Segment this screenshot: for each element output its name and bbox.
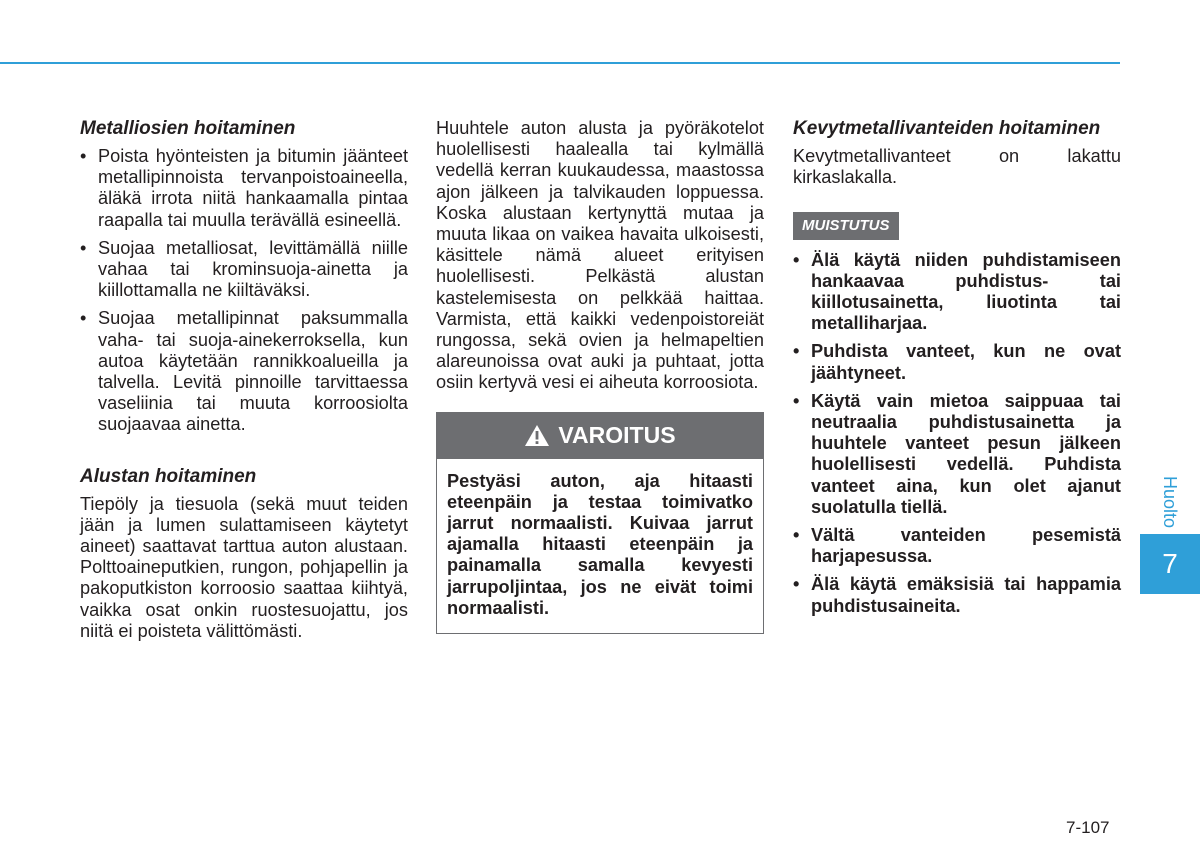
bullet-list <box>80 146 408 436</box>
page-number: 7-107 <box>1066 818 1110 837</box>
list-item-text: Suojaa metallipinnat paksummalla vaha- tai suoja-ainekerroksella, kun autoa käytetään rannikkoalueilla ja talvella. Levitä pinnoille tarvittaessa vaseliinia tai muuta korroosiolta suojaavaa ainetta. <box>98 308 408 435</box>
list-item <box>793 250 1121 335</box>
section-heading: Alustan hoitaminen <box>80 465 257 487</box>
list-item <box>80 308 408 435</box>
bullet-icon: • <box>793 574 800 595</box>
list-item <box>80 146 408 231</box>
body-paragraph: Kevytmetallivanteet on lakattu kirkaslakalla. <box>793 146 1121 188</box>
notice-bullet-list <box>793 250 1121 617</box>
column-3 <box>793 118 1121 624</box>
list-item-text: Puhdista vanteet, kun ne ovat jäähtyneet. <box>811 341 1121 383</box>
warning-box <box>436 412 764 634</box>
warning-triangle-icon <box>524 424 550 447</box>
bullet-icon: • <box>793 249 800 270</box>
chapter-tab: 7 <box>1140 534 1200 594</box>
top-rule <box>0 62 1120 64</box>
warning-header <box>437 413 763 459</box>
list-item <box>80 238 408 302</box>
bullet-icon: • <box>80 237 87 258</box>
bullet-icon: • <box>80 146 87 166</box>
column-2 <box>436 118 764 634</box>
bullet-icon: • <box>80 308 87 329</box>
notice-label: MUISTUTUS <box>793 212 899 239</box>
list-item <box>793 574 1121 616</box>
list-item-text: Poista hyönteisten ja bitumin jäänteet metallipinnoista tervanpoistoaineella, äläkä irrota niitä hankaamalla pintaa raapalla tai muulla terävällä esineellä. <box>98 146 408 230</box>
column-1 <box>80 118 408 642</box>
list-item-text: Suojaa metalliosat, levittämällä niille vahaa tai krominsuoja-ainetta ja kiillottamalla ne kiiltäväksi. <box>98 237 408 301</box>
warning-text: Pestyäsi auton, aja hitaasti eteenpäin ja testaa toimivatko jarrut normaalisti. Kuivaa jarrut ajamalla hitaasti eteenpäin ja painamalla samalla kevyesti jarrupoljintaa, jos ne eivät toimi normaalisti. <box>447 470 753 618</box>
list-item-text: Vältä vanteiden pesemistä harjapesussa. <box>811 525 1121 567</box>
bullet-icon: • <box>793 390 800 411</box>
warning-title: VAROITUS <box>558 422 676 449</box>
chapter-side-label: Huolto <box>1160 475 1180 529</box>
body-paragraph: Tiepöly ja tiesuola (sekä muut teiden jään ja lumen sulattamiseen käytetyt aineet) saattavat tarttua auton alustaan. Polttoaineputkien, rungon, pohjapellin ja pakoputkiston korroosio saattaa kiihtyä, vaikka osat onkin ruostesuojattu, jos niitä ei poisteta välittömästi. <box>80 493 408 641</box>
list-item-text: Käytä vain mietoa saippuaa tai neutraalia puhdistusainetta ja huuhtele vanteet pesun jälkeen huolellisesti vedellä. Puhdista vanteet aina, kun olet ajanut suolatulla tiellä. <box>811 390 1121 517</box>
bullet-icon: • <box>793 341 800 362</box>
list-item <box>793 525 1121 567</box>
list-item-text: Älä käytä emäksisiä tai happamia puhdistusaineita. <box>811 574 1121 616</box>
list-item <box>793 391 1121 518</box>
section-heading: Kevytmetallivanteiden hoitaminen <box>793 118 1101 139</box>
bullet-icon: • <box>793 525 800 546</box>
body-paragraph: Huuhtele auton alusta ja pyöräkotelot huolellisesti haalealla tai kylmällä vedellä kerran kuukaudessa, maastossa ajon jälkeen ja talvikauden loppuessa. Koska alustaan kertynyttä mutaa ja muuta likaa on vaikea havaita ulkoisesti, käsittele nämä alueet erityisen huolellisesti. Pelkästä alustan kastelemisesta on pelkkää haittaa. Varmista, että kaikki vedenpoistoreiät rungossa, sekä ovien ja helmapeltien alareunoissa ovat auki ja puhtaat, jotta osiin kertyvä vesi ei aiheuta korroosiota. <box>436 118 764 393</box>
section-heading: Metalliosien hoitaminen <box>80 118 296 139</box>
list-item <box>793 341 1121 383</box>
list-item-text: Älä käytä niiden puhdistamiseen hankaavaa puhdistus- tai kiillotusainetta, liuotinta tai metalliharjaa. <box>811 249 1121 334</box>
